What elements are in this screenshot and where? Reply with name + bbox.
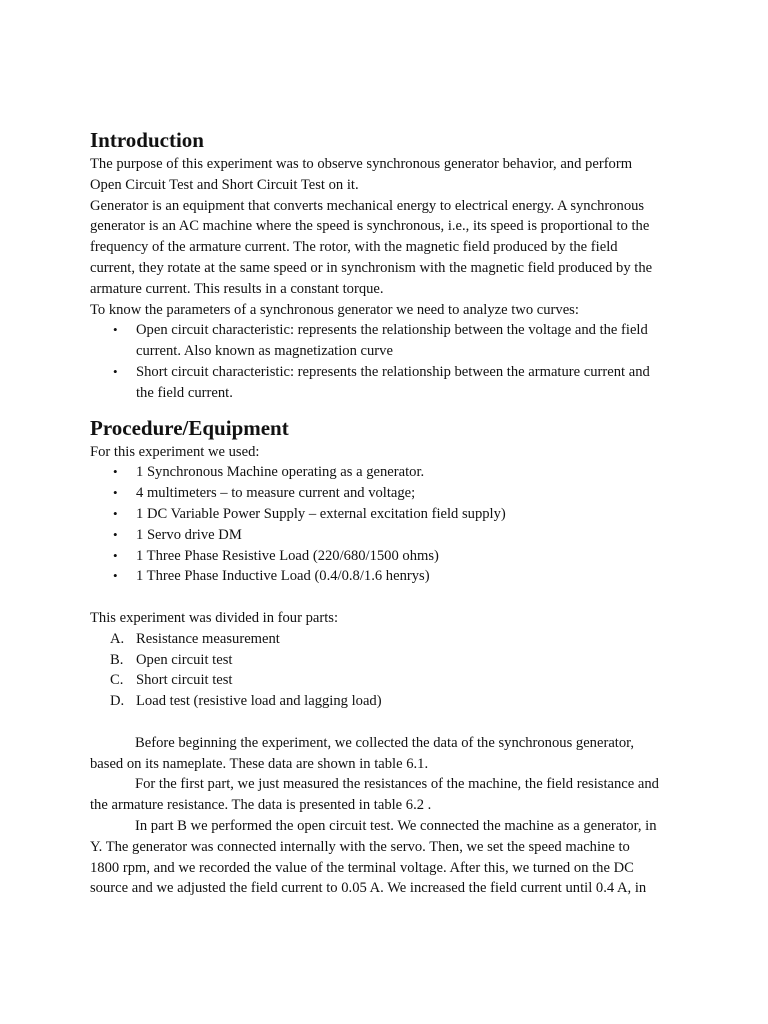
body-line-3: For the first part, we just measured the resistances of the machine, the field resistance and — [135, 776, 659, 793]
intro-line-6: current, they rotate at the same speed or in synchronism with the magnetic field produced by the — [90, 259, 653, 276]
body-line-4: the armature resistance. The data is presented in table 6.2 . — [90, 797, 432, 814]
intro-line-2: Open Circuit Test and Short Circuit Test on it. — [90, 176, 359, 193]
list-item — [90, 320, 680, 362]
list-item — [90, 650, 680, 671]
list-item — [90, 362, 680, 404]
bullet-icon: • — [113, 547, 118, 563]
equipment-item: 1 Synchronous Machine operating as a generator. — [136, 464, 425, 481]
list-item — [90, 483, 680, 504]
intro-line-8: To know the parameters of a synchronous generator we need to analyze two curves: — [90, 301, 579, 318]
list-item — [90, 691, 680, 712]
curve-1-line-2: current. Also known as magnetization curve — [136, 343, 393, 360]
body-line-1: Before beginning the experiment, we collected the data of the synchronous generator, — [135, 734, 635, 751]
equipment-item: 1 Three Phase Inductive Load (0.4/0.8/1.6 henrys) — [136, 568, 430, 585]
part-text: Open circuit test — [136, 651, 233, 668]
part-marker: D. — [110, 693, 125, 710]
bullet-icon: • — [113, 363, 118, 379]
curve-list — [90, 320, 680, 403]
list-item — [90, 462, 680, 483]
bullet-icon: • — [113, 568, 118, 584]
equipment-item: 1 DC Variable Power Supply – external excitation field supply) — [136, 505, 506, 522]
equipment-item: 1 Servo drive DM — [136, 526, 242, 543]
list-item — [90, 504, 680, 525]
part-text: Resistance measurement — [136, 630, 280, 647]
part-text: Short circuit test — [136, 672, 233, 689]
spacer — [90, 587, 680, 608]
body-line-2: based on its nameplate. These data are shown in table 6.1. — [90, 755, 429, 772]
parts-list — [90, 629, 680, 712]
body-line-5: In part B we performed the open circuit test. We connected the machine as a generator, in — [135, 817, 657, 834]
body-line-6: Y. The generator was connected internally with the servo. Then, we set the speed machine to — [90, 838, 630, 855]
list-item — [90, 546, 680, 567]
intro-line-7: armature current. This results in a constant torque. — [90, 280, 384, 297]
bullet-icon: • — [113, 464, 118, 480]
spacer — [90, 712, 680, 733]
intro-line-3: Generator is an equipment that converts mechanical energy to electrical energy. A synchronous — [90, 197, 645, 214]
bullet-icon: • — [113, 505, 118, 521]
body-line-7: 1800 rpm, and we recorded the value of the terminal voltage. After this, we turned on the DC — [90, 859, 634, 876]
body-line-8: source and we adjusted the field current to 0.05 A. We increased the field current until 0.4 A, in — [90, 880, 647, 897]
equipment-list — [90, 462, 680, 587]
list-item — [90, 670, 680, 691]
curve-2-line-1: Short circuit characteristic: represents the relationship between the armature current and — [136, 363, 650, 380]
bullet-icon: • — [113, 322, 118, 338]
procedure-heading: Procedure/Equipment — [90, 415, 289, 440]
part-marker: C. — [110, 672, 124, 689]
procedure-intro: For this experiment we used: — [90, 443, 260, 460]
equipment-item: 1 Three Phase Resistive Load (220/680/1500 ohms) — [136, 547, 439, 564]
bullet-icon: • — [113, 526, 118, 542]
list-item — [90, 566, 680, 587]
curve-2-line-2: the field current. — [136, 384, 233, 401]
bullet-icon: • — [113, 485, 118, 501]
introduction-heading: Introduction — [90, 128, 204, 152]
equipment-item: 4 multimeters – to measure current and voltage; — [136, 485, 416, 502]
part-text: Load test (resistive load and lagging load) — [136, 693, 382, 710]
parts-intro: This experiment was divided in four parts: — [90, 609, 339, 626]
list-item — [90, 525, 680, 546]
intro-line-5: frequency of the armature current. The rotor, with the magnetic field produced by the field — [90, 239, 618, 256]
part-marker: A. — [110, 630, 125, 647]
list-item — [90, 629, 680, 650]
intro-line-1: The purpose of this experiment was to observe synchronous generator behavior, and perform — [90, 156, 633, 172]
intro-line-4: generator is an AC machine where the speed is synchronous, i.e., its speed is proportional to the — [90, 218, 650, 235]
curve-1-line-1: Open circuit characteristic: represents the relationship between the voltage and the field — [136, 322, 648, 339]
part-marker: B. — [110, 651, 124, 668]
document-page — [90, 126, 680, 899]
